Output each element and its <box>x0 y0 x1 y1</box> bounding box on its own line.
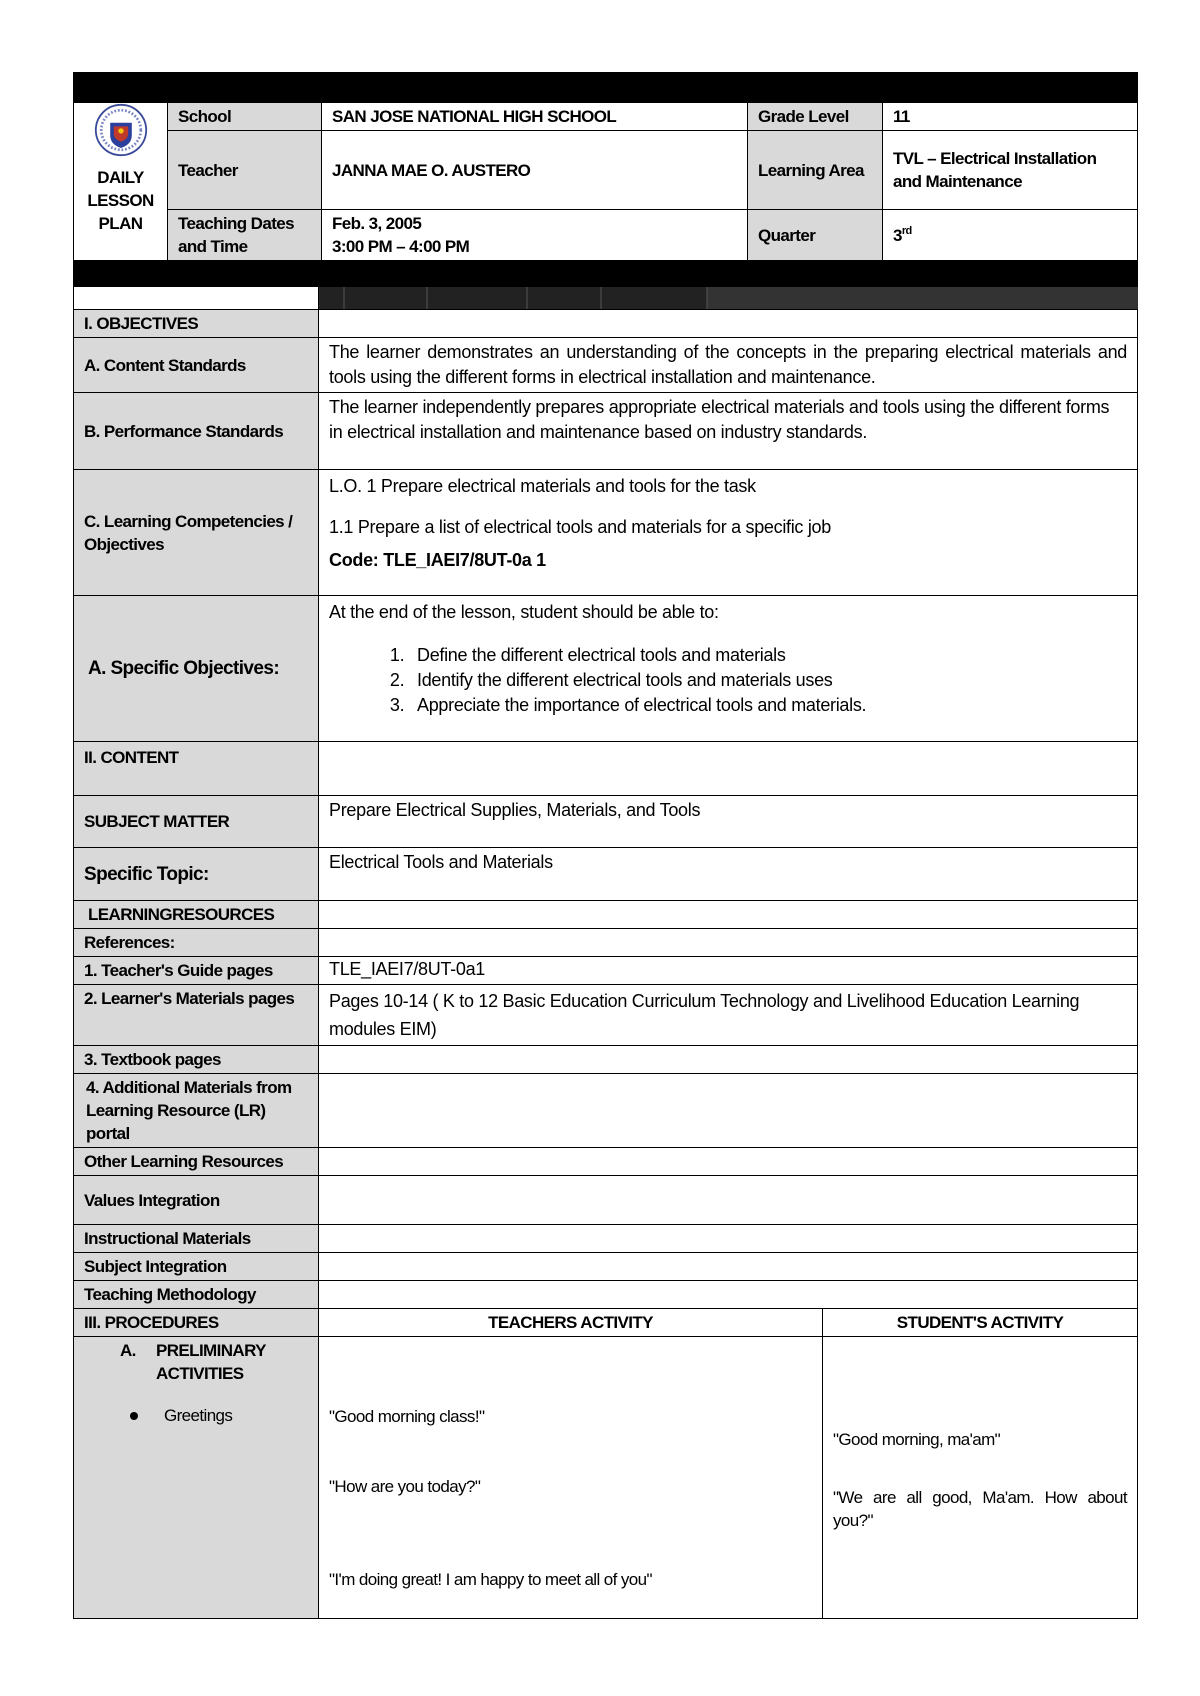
dark-separator-row <box>74 287 1138 310</box>
list-item: 3. Appreciate the importance of electrical tools and materials. <box>409 693 1127 718</box>
quarter-suffix: rd <box>901 224 912 237</box>
daily-lesson-plan-document <box>73 72 1137 1619</box>
preliminary-heading <box>84 1339 308 1385</box>
header-table <box>73 72 1138 287</box>
values-integration-label: Values Integration <box>74 1176 319 1225</box>
teaching-dates-value <box>322 210 748 261</box>
teachers-guide-label: 1. Teacher's Guide pages <box>74 957 319 985</box>
specific-objectives-intro: At the end of the lesson, student should be able to: <box>329 602 719 622</box>
student-line: "Good morning, ma'am" <box>833 1430 1001 1449</box>
quarter-value <box>883 210 1138 261</box>
teachers-activity-header: TEACHERS ACTIVITY <box>319 1309 823 1337</box>
list-item: 2. Identify the different electrical tools and materials uses <box>409 668 1127 693</box>
textbook-pages-label: 3. Textbook pages <box>74 1046 319 1074</box>
students-activity-header: STUDENT'S ACTIVITY <box>823 1309 1138 1337</box>
competency-code: Code: TLE_IAEI7/8UT-0a 1 <box>329 550 546 570</box>
deped-seal-icon <box>94 103 148 157</box>
greetings-item <box>84 1404 308 1427</box>
list-item: 1. Define the different electrical tools and materials <box>409 643 1127 668</box>
content-standards-label: A. Content Standards <box>74 338 319 393</box>
specific-objectives-list <box>329 643 1127 718</box>
main-table <box>73 286 1138 1619</box>
specific-objectives-cell <box>319 596 1138 742</box>
header-black-band <box>74 73 1138 103</box>
procedures-heading: III. PROCEDURES <box>74 1309 319 1337</box>
teacher-line: "I'm doing great! I am happy to meet all of you" <box>329 1570 652 1589</box>
specific-objectives-label: A. Specific Objectives: <box>74 596 319 742</box>
teaching-dates-label: Teaching Dates and Time <box>168 210 322 261</box>
teaching-date: Feb. 3, 2005 <box>332 214 422 233</box>
quarter-label: Quarter <box>748 210 883 261</box>
learning-outcome: L.O. 1 Prepare electrical materials and tools for the task <box>329 476 756 496</box>
performance-standards-label: B. Performance Standards <box>74 393 319 470</box>
logo-cell <box>74 103 168 261</box>
greetings-label: Greetings <box>164 1406 233 1425</box>
content-standards-text: The learner demonstrates an understanding of the concepts in the preparing electrical materials and tools using the different forms in electrical installation and maintenance. <box>319 338 1138 393</box>
teachers-guide-value: TLE_IAEI7/8UT-0a1 <box>319 957 1138 985</box>
header-black-band-2 <box>74 261 1138 287</box>
preliminary-activities-cell <box>74 1337 319 1619</box>
performance-standards-text: The learner independently prepares appropriate electrical materials and tools using the different forms in electrical installation and maintenance based on industry standards. <box>319 393 1138 470</box>
preliminary-activities-label: PRELIMINARY ACTIVITIES <box>156 1341 266 1383</box>
preliminary-marker: A. <box>120 1341 136 1360</box>
instructional-materials-label: Instructional Materials <box>74 1225 319 1253</box>
learning-area-value: TVL – Electrical Installation and Maintenance <box>883 131 1138 210</box>
learning-resources-heading: LEARNINGRESOURCES <box>74 901 319 929</box>
student-line: "We are all good, Ma'am. How about you?" <box>833 1488 1127 1530</box>
learners-materials-value: Pages 10-14 ( K to 12 Basic Education Curriculum Technology and Livelihood Education Learning modules EIM) <box>319 985 1138 1046</box>
objectives-heading: I. OBJECTIVES <box>74 310 319 338</box>
bullet-icon <box>130 1412 138 1420</box>
subject-matter-label: SUBJECT MATTER <box>74 796 319 848</box>
other-resources-label: Other Learning Resources <box>74 1148 319 1176</box>
quarter-number: 3 <box>893 225 902 245</box>
teacher-value: JANNA MAE O. AUSTERO <box>322 131 748 210</box>
learning-area-label: Learning Area <box>748 131 883 210</box>
content-heading: II. CONTENT <box>74 742 319 796</box>
learners-materials-label: 2. Learner's Materials pages <box>74 985 319 1046</box>
grade-level-label: Grade Level <box>748 103 883 131</box>
references-label: References: <box>74 929 319 957</box>
learning-sub-outcome: 1.1 Prepare a list of electrical tools and materials for a specific job <box>329 517 831 537</box>
grade-level-value: 11 <box>883 103 1138 131</box>
specific-topic-value: Electrical Tools and Materials <box>319 848 1138 901</box>
learning-competencies-label: C. Learning Competencies / Objectives <box>74 470 319 596</box>
school-value: SAN JOSE NATIONAL HIGH SCHOOL <box>322 103 748 131</box>
teacher-line: "Good morning class!" <box>329 1407 485 1426</box>
teacher-activity-cell <box>319 1337 823 1619</box>
teaching-time: 3:00 PM – 4:00 PM <box>332 237 470 256</box>
additional-materials-label: 4. Additional Materials from Learning Resource (LR) portal <box>74 1074 319 1148</box>
subject-matter-value: Prepare Electrical Supplies, Materials, and Tools <box>319 796 1138 848</box>
school-label: School <box>168 103 322 131</box>
teaching-methodology-label: Teaching Methodology <box>74 1281 319 1309</box>
student-activity-cell <box>823 1337 1138 1619</box>
specific-topic-label: Specific Topic: <box>74 848 319 901</box>
subject-integration-label: Subject Integration <box>74 1253 319 1281</box>
teacher-line: "How are you today?" <box>329 1477 481 1496</box>
learning-competencies-cell <box>319 470 1138 596</box>
logo-label: DAILY LESSON PLAN <box>87 168 154 233</box>
teacher-label: Teacher <box>168 131 322 210</box>
